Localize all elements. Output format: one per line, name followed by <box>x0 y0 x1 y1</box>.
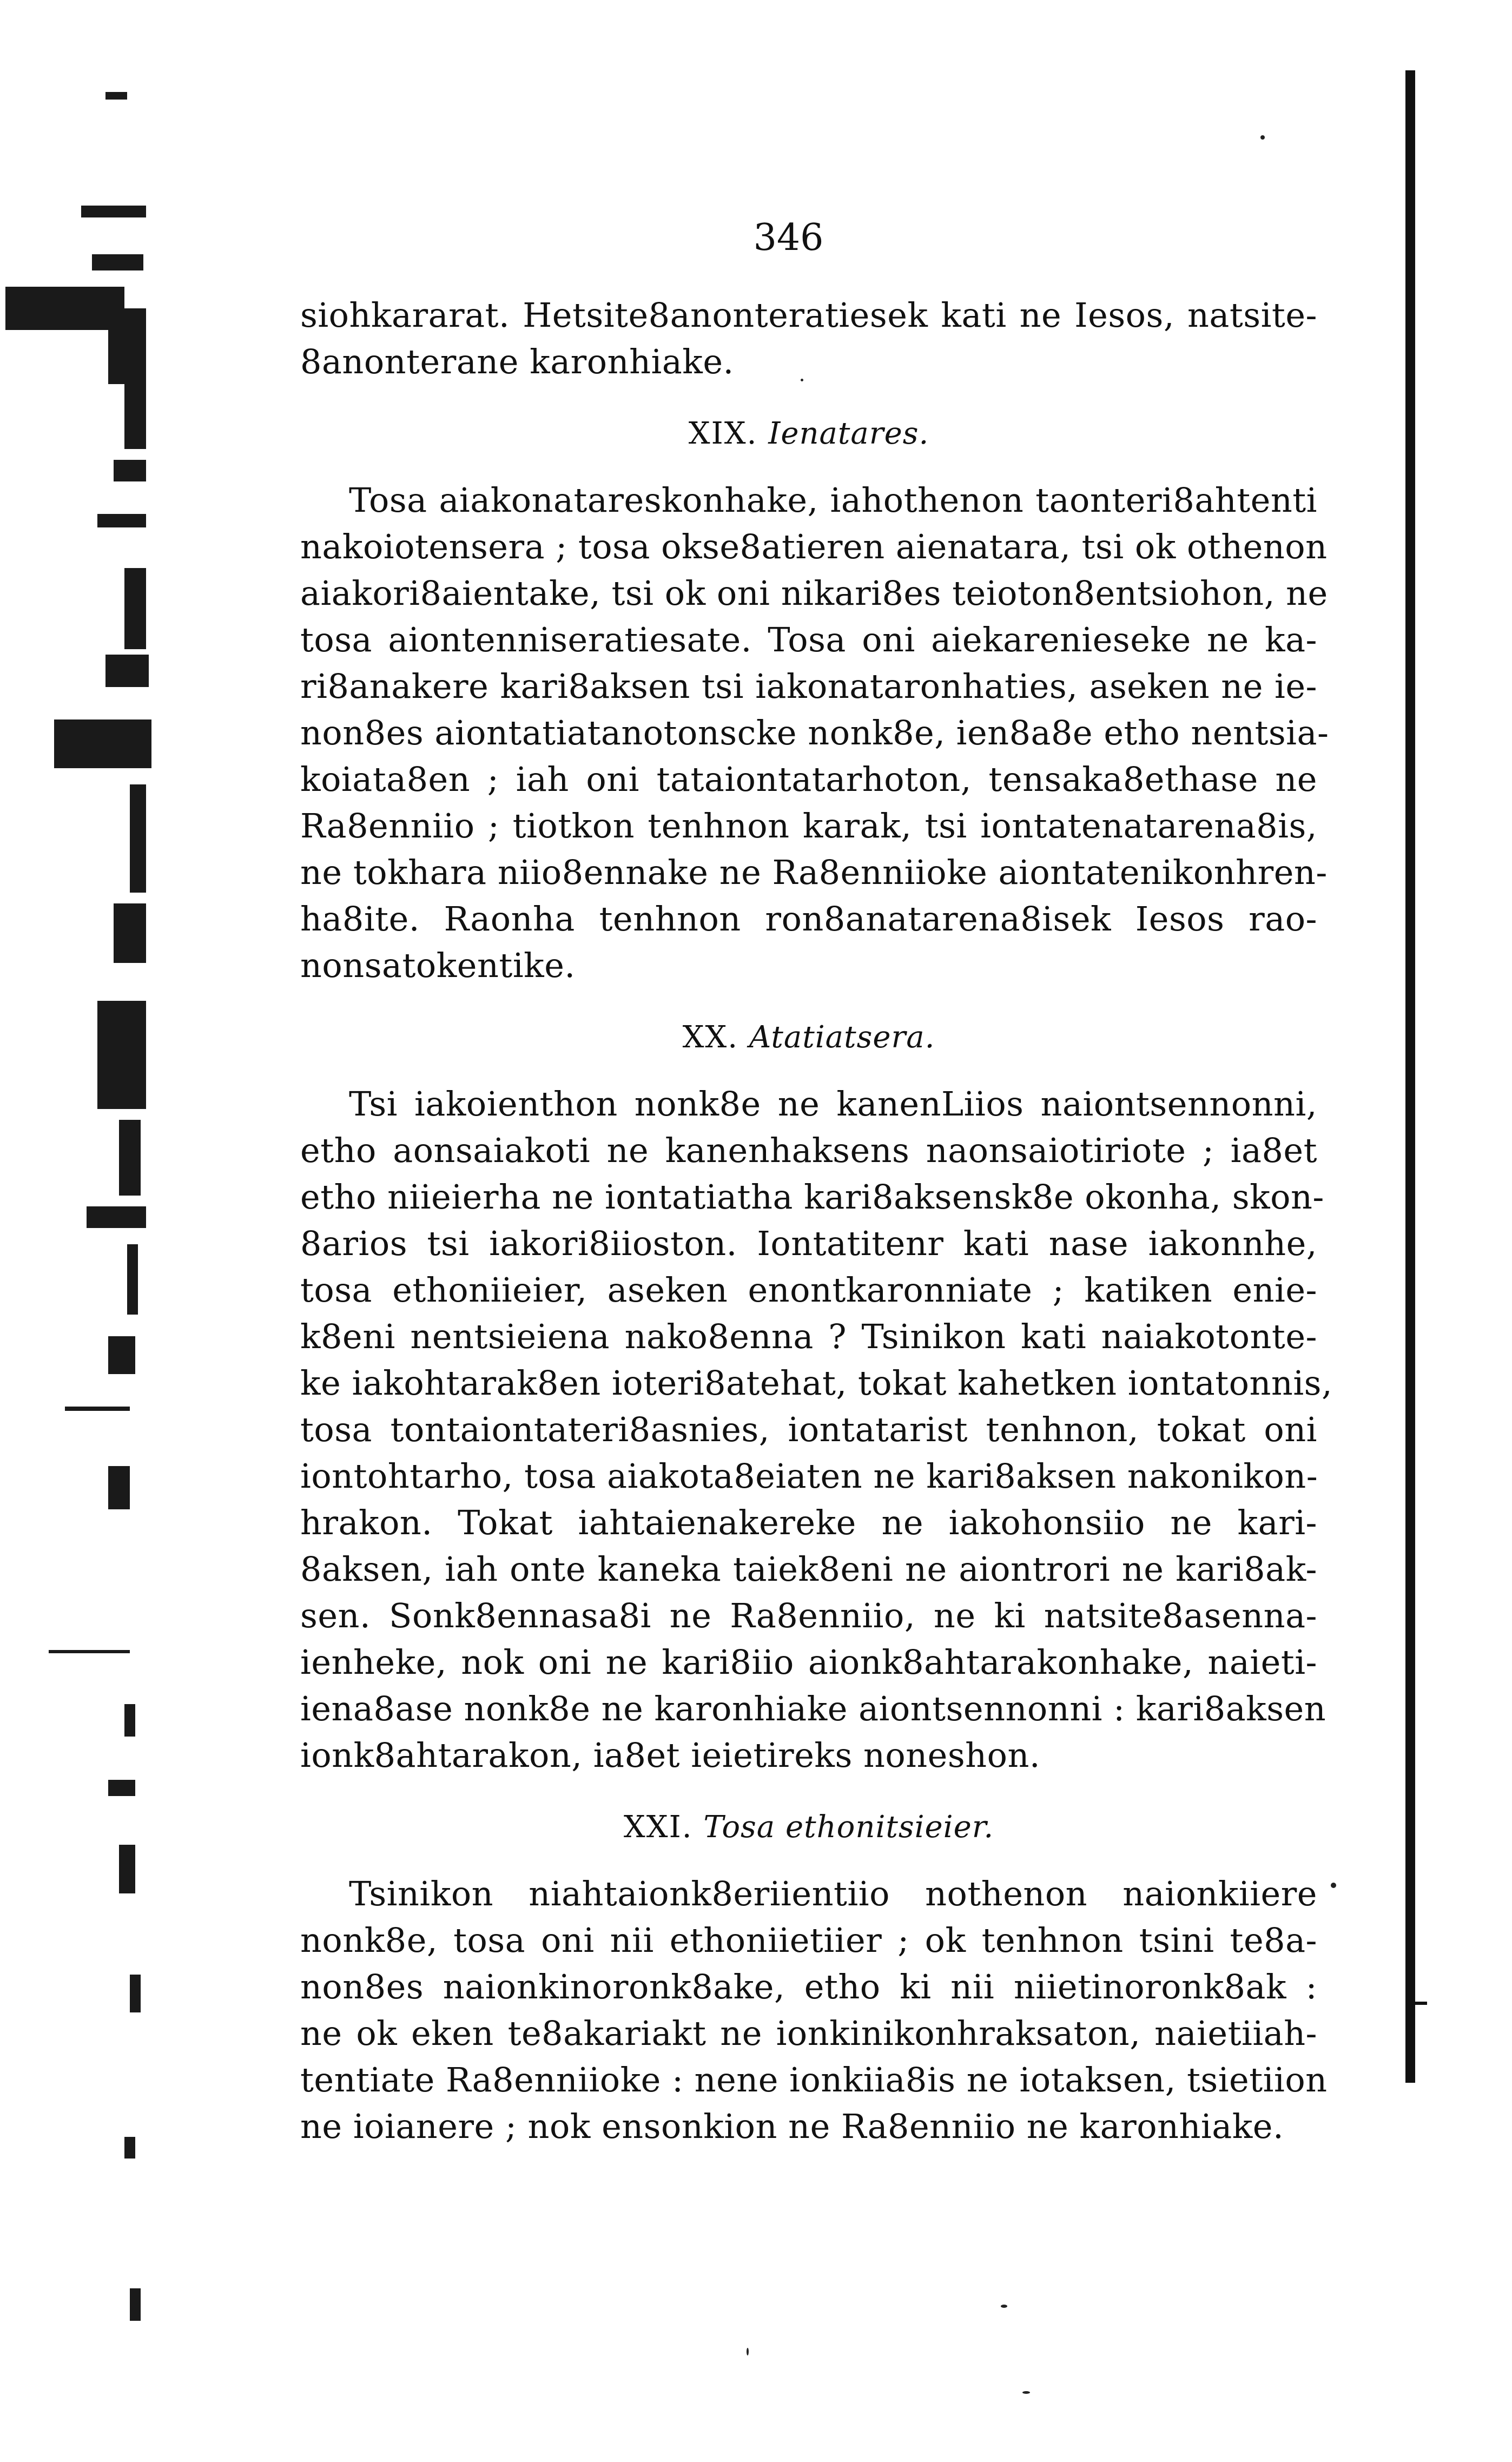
text-line: etho niieierha ne iontatiatha kari8aksensk8e okonha, skon- <box>300 1177 1324 1217</box>
intro-paragraph <box>300 292 1317 385</box>
text-line: k8eni nentsieiena nako8enna ? Tsinikon kati naiakotonte- <box>300 1317 1317 1356</box>
text-line: nonk8e, tosa oni nii ethoniietiier ; ok tenhnon tsini te8a- <box>300 1920 1317 1960</box>
section-number: XX. <box>682 1020 739 1055</box>
text-line: iena8ase nonk8e ne karonhiake aiontsennonni : kari8aksen <box>300 1689 1326 1728</box>
section-number: XIX. <box>688 416 758 451</box>
text-line: nakoiotensera ; tosa okse8atieren aienatara, tsi ok othenon <box>300 527 1328 566</box>
text-line: ienheke, nok oni ne kari8iio aionk8ahtarakonhake, naieti- <box>300 1642 1317 1682</box>
text-line: hrakon. Tokat iahtaienakereke ne iakohonsiio ne kari- <box>300 1503 1317 1542</box>
text-line: ha8ite. Raonha tenhnon ron8anatarena8isek Iesos rao- <box>300 899 1317 939</box>
section-paragraph-xix <box>300 477 1329 989</box>
section-number: XXI. <box>623 1810 693 1845</box>
text-line: 8anonterane karonhiake. <box>300 342 734 381</box>
print-speck <box>1331 1883 1336 1888</box>
text-line: etho aonsaiakoti ne kanenhaksens naonsaiotiriote ; ia8et <box>300 1131 1317 1170</box>
section-title: Ienatares. <box>768 416 929 451</box>
section-title: Atatiatsera. <box>749 1020 935 1055</box>
text-line: Tsi iakoienthon nonk8e ne kanenLiios naiontsennonni, <box>349 1084 1317 1124</box>
text-line: 8arios tsi iakori8iioston. Iontatitenr kati nase iakonnhe, <box>300 1224 1317 1263</box>
text-line: Tsinikon niahtaionk8eriientiio nothenon naionkiiere <box>349 1874 1317 1913</box>
text-line: ne ok eken te8akariakt ne ionkinikonhraksaton, naietiiah- <box>300 2014 1317 2053</box>
text-line: non8es naionkinoronk8ake, etho ki nii niietinoronk8ak : <box>300 1967 1317 2006</box>
print-speck <box>801 379 803 381</box>
text-line: ionk8ahtarakon, ia8et ieietireks noneshon. <box>300 1735 1041 1775</box>
page-number: 346 <box>753 216 824 259</box>
text-line: non8es aiontatiatanotonscke nonk8e, ien8a8e etho nentsia- <box>300 713 1329 753</box>
text-line: sen. Sonk8ennasa8i ne Ra8enniio, ne ki natsite8asenna- <box>300 1596 1317 1635</box>
section-paragraph-xxi <box>300 1871 1328 2150</box>
text-line: ke iakohtarak8en ioteri8atehat, tokat kahetken iontatonnis, <box>300 1363 1333 1403</box>
text-line: tosa aiontenniseratiesate. Tosa oni aiekarenieseke ne ka- <box>300 620 1317 659</box>
text-line: Tosa aiakonatareskonhake, iahothenon taonteri8ahtenti <box>349 480 1317 520</box>
section-title: Tosa ethonitsieier. <box>703 1810 994 1845</box>
binding-edge-noise <box>0 81 168 2407</box>
text-line: ne ioianere ; nok ensonkion ne Ra8enniio ne karonhiake. <box>300 2107 1284 2146</box>
text-line: tosa ethoniieier, aseken enontkaronniate ; katiken enie- <box>300 1270 1317 1310</box>
text-line: ne tokhara niio8ennake ne Ra8enniioke aiontatenikonhren- <box>300 853 1328 892</box>
section-heading-xx <box>300 1016 1317 1059</box>
text-line: tosa tontaiontateri8asnies, iontatarist tenhnon, tokat oni <box>300 1410 1317 1449</box>
text-line: 8aksen, iah onte kaneka taiek8eni ne aiontrori ne kari8ak- <box>300 1549 1317 1589</box>
section-paragraph-xx <box>300 1081 1333 1779</box>
print-speck <box>1001 2305 1007 2308</box>
print-speck <box>747 2348 749 2355</box>
right-margin-tick <box>1405 2002 1427 2005</box>
print-speck <box>1260 135 1265 140</box>
text-line: ri8anakere kari8aksen tsi iakonataronhaties, aseken ne ie- <box>300 666 1317 706</box>
text-line: nonsatokentike. <box>300 946 576 985</box>
section-heading-xix <box>300 412 1317 456</box>
text-line: Ra8enniio ; tiotkon tenhnon karak, tsi iontatenatarena8is, <box>300 806 1317 846</box>
text-line: iontohtarho, tosa aiakota8eiaten ne kari8aksen nakonikon- <box>300 1456 1318 1496</box>
right-margin-rule <box>1405 70 1415 2083</box>
text-line: koiata8en ; iah oni tataiontatarhoton, tensaka8ethase ne <box>300 760 1317 799</box>
text-line: siohkararat. Hetsite8anonteratiesek kati ne Iesos, natsite- <box>300 295 1317 335</box>
print-speck <box>1022 2391 1030 2394</box>
text-line: aiakori8aientake, tsi ok oni nikari8es teioton8entsiohon, ne <box>300 573 1328 613</box>
text-line: tentiate Ra8enniioke : nene ionkiia8is ne iotaksen, tsietiion <box>300 2060 1328 2100</box>
page-text <box>300 292 1333 2150</box>
section-heading-xxi <box>300 1806 1317 1849</box>
